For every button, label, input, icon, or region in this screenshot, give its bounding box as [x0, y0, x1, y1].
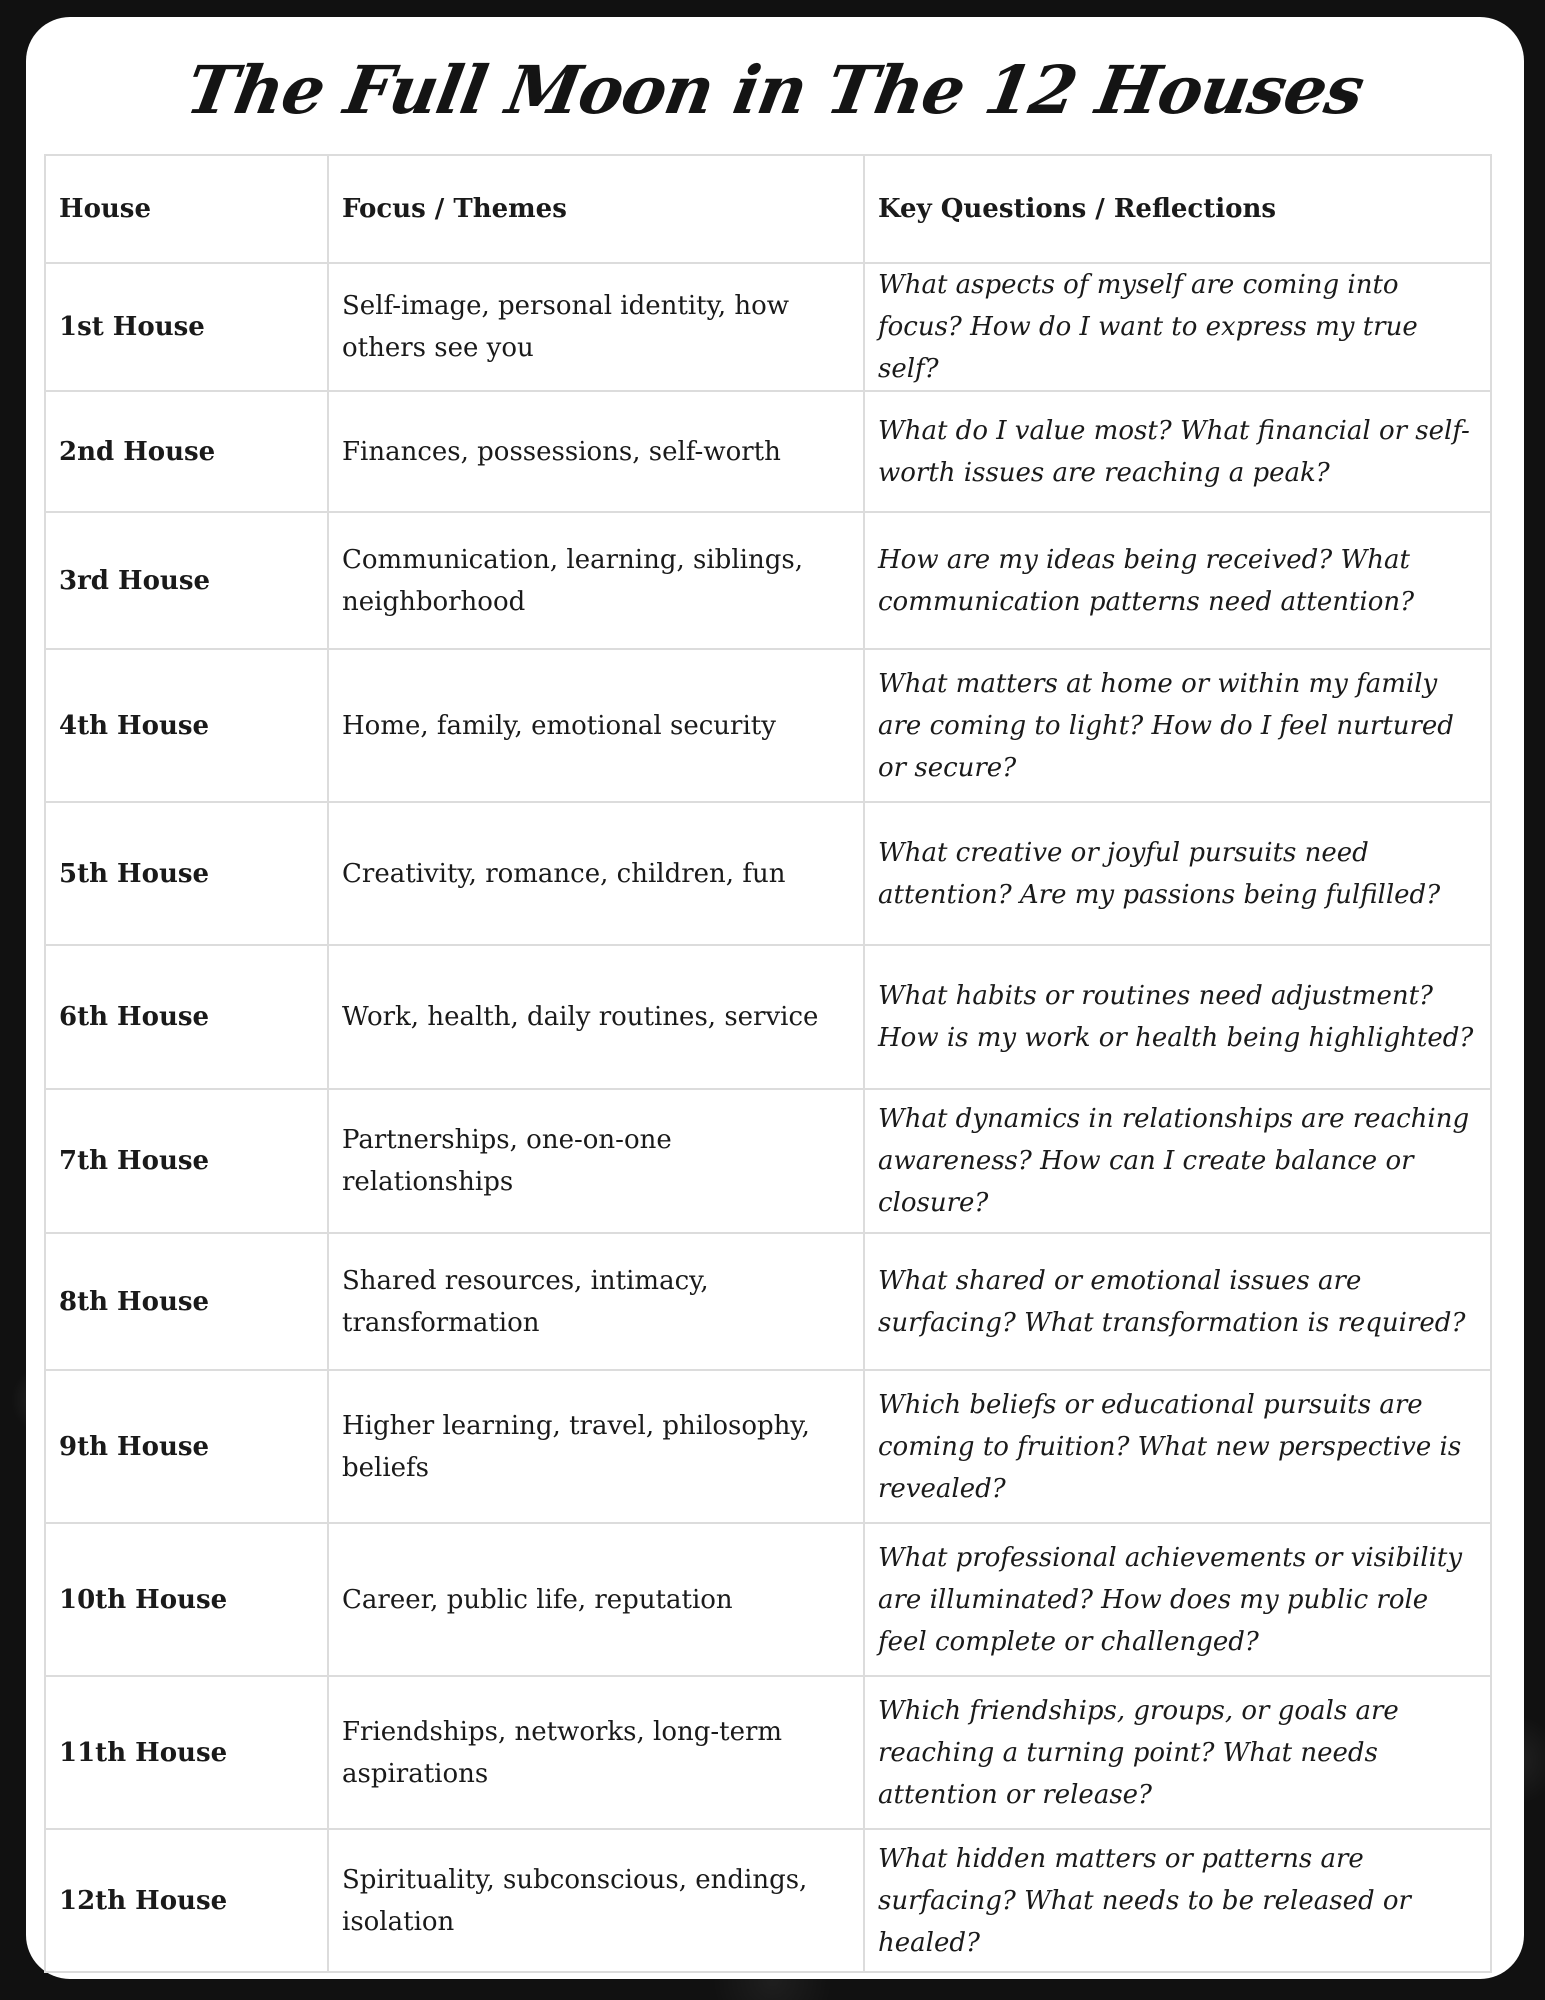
table-row [45, 1370, 1491, 1523]
table-row [45, 1676, 1491, 1829]
table-row [45, 802, 1491, 945]
house-cell: 8th House [45, 1233, 328, 1370]
focus-cell: Friendships, networks, long-term aspirations [328, 1676, 864, 1829]
questions-cell: What do I value most? What financial or self-worth issues are reaching a peak? [864, 391, 1491, 512]
house-cell: 4th House [45, 649, 328, 802]
focus-cell: Creativity, romance, children, fun [328, 802, 864, 945]
header-row [45, 155, 1491, 263]
focus-cell: Partnerships, one-on-one relationships [328, 1089, 864, 1233]
focus-cell: Career, public life, reputation [328, 1523, 864, 1676]
questions-cell: Which beliefs or educational pursuits are coming to fruition? What new perspective is revealed? [864, 1370, 1491, 1523]
page-title: The Full Moon in The 12 Houses [180, 51, 1370, 129]
focus-cell: Spirituality, subconscious, endings, isolation [328, 1829, 864, 1972]
questions-cell: What aspects of myself are coming into focus? How do I want to express my true self? [864, 263, 1491, 391]
questions-cell: What matters at home or within my family are coming to light? How do I feel nurtured or secure? [864, 649, 1491, 802]
questions-cell: What habits or routines need adjustment? How is my work or health being highlighted? [864, 945, 1491, 1089]
house-cell: 2nd House [45, 391, 328, 512]
table-row [45, 512, 1491, 649]
table-row [45, 1089, 1491, 1233]
worksheet-card [26, 17, 1524, 1979]
house-cell: 6th House [45, 945, 328, 1089]
focus-cell: Work, health, daily routines, service [328, 945, 864, 1089]
house-cell: 5th House [45, 802, 328, 945]
questions-cell: What dynamics in relationships are reaching awareness? How can I create balance or closure? [864, 1089, 1491, 1233]
house-cell: 11th House [45, 1676, 328, 1829]
table-row [45, 1233, 1491, 1370]
table-row [45, 391, 1491, 512]
header-focus: Focus / Themes [328, 155, 864, 263]
focus-cell: Self-image, personal identity, how others see you [328, 263, 864, 391]
questions-cell: What hidden matters or patterns are surfacing? What needs to be released or healed? [864, 1829, 1491, 1972]
house-cell: 9th House [45, 1370, 328, 1523]
focus-cell: Higher learning, travel, philosophy, beliefs [328, 1370, 864, 1523]
focus-cell: Shared resources, intimacy, transformation [328, 1233, 864, 1370]
house-cell: 12th House [45, 1829, 328, 1972]
questions-cell: Which friendships, groups, or goals are reaching a turning point? What needs attention or release? [864, 1676, 1491, 1829]
house-cell: 1st House [45, 263, 328, 391]
table-row [45, 1523, 1491, 1676]
questions-cell: What creative or joyful pursuits need attention? Are my passions being fulfilled? [864, 802, 1491, 945]
questions-cell: What professional achievements or visibility are illuminated? How does my public role feel complete or challenged? [864, 1523, 1491, 1676]
focus-cell: Communication, learning, siblings, neighborhood [328, 512, 864, 649]
table-row [45, 649, 1491, 802]
house-cell: 10th House [45, 1523, 328, 1676]
table-row [45, 945, 1491, 1089]
table-row [45, 263, 1491, 391]
focus-cell: Home, family, emotional security [328, 649, 864, 802]
house-cell: 3rd House [45, 512, 328, 649]
questions-cell: What shared or emotional issues are surfacing? What transformation is required? [864, 1233, 1491, 1370]
header-questions: Key Questions / Reflections [864, 155, 1491, 263]
house-cell: 7th House [45, 1089, 328, 1233]
focus-cell: Finances, possessions, self-worth [328, 391, 864, 512]
questions-cell: How are my ideas being received? What communication patterns need attention? [864, 512, 1491, 649]
header-house: House [45, 155, 328, 263]
houses-table [44, 154, 1492, 1973]
table-row [45, 1829, 1491, 1972]
